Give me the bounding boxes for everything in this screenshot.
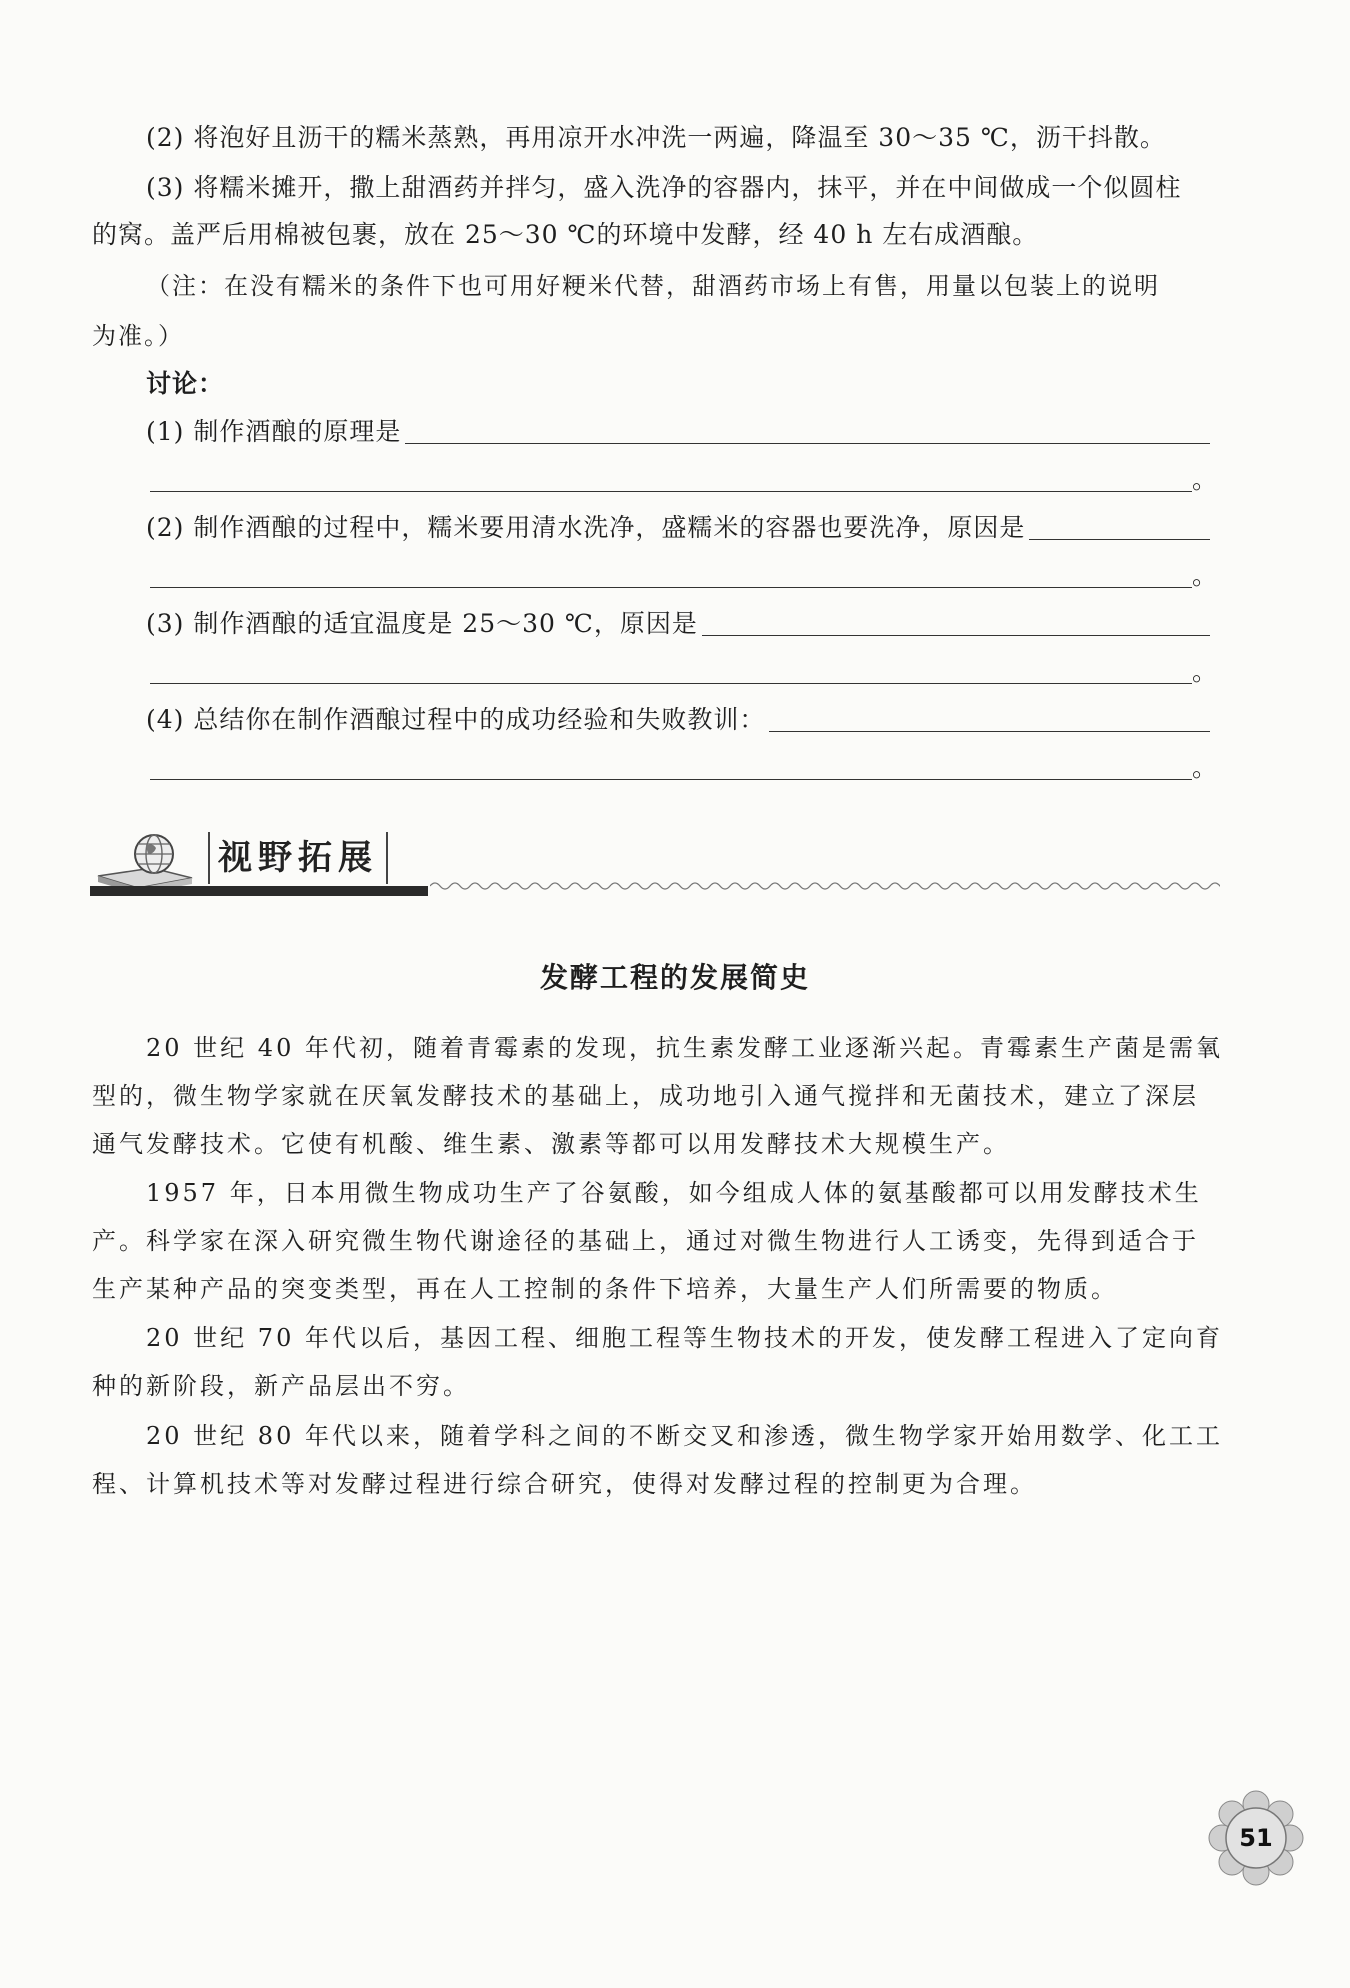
end-mark: 。 — [1192, 657, 1218, 686]
step-3-text-line2: 的窝。盖严后用棉被包裹，放在 25～30 ℃的环境中发酵，经 40 h 左右成酒酿。 — [92, 220, 1039, 249]
answer-blank[interactable] — [150, 490, 1192, 492]
paragraph-line: 20 世纪 70 年代以后，基因工程、细胞工程等生物技术的开发，使发酵工程进入了定向育 — [146, 1324, 1223, 1352]
paragraph-line: 20 世纪 40 年代初，随着青霉素的发现，抗生素发酵工业逐渐兴起。青霉素生产菌是需氧 — [146, 1034, 1223, 1062]
answer-line-3[interactable] — [150, 654, 1218, 690]
paragraph-line: 1957 年，日本用微生物成功生产了谷氨酸，如今组成人体的氨基酸都可以用发酵技术生 — [146, 1179, 1202, 1207]
question-1 — [146, 414, 1210, 450]
note-text-line1: （注：在没有糯米的条件下也可用好粳米代替，甜酒药市场上有售，用量以包装上的说明 — [146, 272, 1160, 300]
note-text-line2: 为准。） — [92, 322, 184, 350]
section-header — [90, 828, 1210, 898]
article-title: 发酵工程的发展简史 — [539, 961, 810, 994]
paragraph-line: 程、计算机技术等对发酵过程进行综合研究，使得对发酵过程的控制更为合理。 — [92, 1470, 1037, 1498]
paragraph-line: 通气发酵技术。它使有机酸、维生素、激素等都可以用发酵技术大规模生产。 — [92, 1130, 1010, 1158]
page-number: 51 — [1239, 1824, 1273, 1852]
step-2-text: (2) 将泡好且沥干的糯米蒸熟，再用凉开水冲洗一两遍，降温至 30～35 ℃，沥干抖散。 — [146, 123, 1166, 152]
wavy-divider — [430, 878, 1220, 894]
question-2-text: (2) 制作酒酿的过程中，糯米要用清水洗净，盛糯米的容器也要洗净，原因是 — [146, 513, 1026, 542]
question-4 — [146, 702, 1210, 738]
paragraph-line: 生产某种产品的突变类型，再在人工控制的条件下培养，大量生产人们所需要的物质。 — [92, 1275, 1118, 1303]
answer-blank[interactable] — [150, 682, 1192, 684]
answer-blank[interactable] — [405, 442, 1210, 444]
end-mark: 。 — [1192, 465, 1218, 494]
answer-line-4[interactable] — [150, 750, 1218, 786]
answer-line-1[interactable] — [150, 462, 1218, 498]
globe-book-icon — [92, 828, 202, 894]
question-4-text: (4) 总结你在制作酒酿过程中的成功经验和失败教训： — [146, 705, 766, 734]
answer-blank[interactable] — [1029, 538, 1210, 540]
end-mark: 。 — [1192, 561, 1218, 590]
paragraph-line: 20 世纪 80 年代以来，随着学科之间的不断交叉和渗透，微生物学家开始用数学、化工工 — [146, 1422, 1223, 1450]
answer-line-2[interactable] — [150, 558, 1218, 594]
section-title: 视野拓展 — [208, 832, 388, 884]
question-3-text: (3) 制作酒酿的适宜温度是 25～30 ℃，原因是 — [146, 609, 698, 638]
question-3 — [146, 606, 1210, 642]
paragraph-line: 产。科学家在深入研究微生物代谢途径的基础上，通过对微生物进行人工诱变，先得到适合于 — [92, 1227, 1199, 1255]
question-2 — [146, 510, 1210, 546]
answer-blank[interactable] — [150, 586, 1192, 588]
discussion-label: 讨论： — [146, 369, 225, 398]
answer-blank[interactable] — [702, 634, 1210, 636]
step-3-text-line1: (3) 将糯米摊开，撒上甜酒药并拌匀，盛入洗净的容器内，抹平，并在中间做成一个似圆柱 — [146, 173, 1182, 202]
section-underline-bar — [90, 886, 428, 896]
page-number-badge — [1208, 1790, 1304, 1886]
paragraph-line: 种的新阶段，新产品层出不穷。 — [92, 1372, 470, 1400]
answer-blank[interactable] — [769, 730, 1210, 732]
answer-blank[interactable] — [150, 778, 1192, 780]
end-mark: 。 — [1192, 753, 1218, 782]
paragraph-line: 型的，微生物学家就在厌氧发酵技术的基础上，成功地引入通气搅拌和无菌技术，建立了深层 — [92, 1082, 1199, 1110]
question-1-text: (1) 制作酒酿的原理是 — [146, 417, 402, 446]
